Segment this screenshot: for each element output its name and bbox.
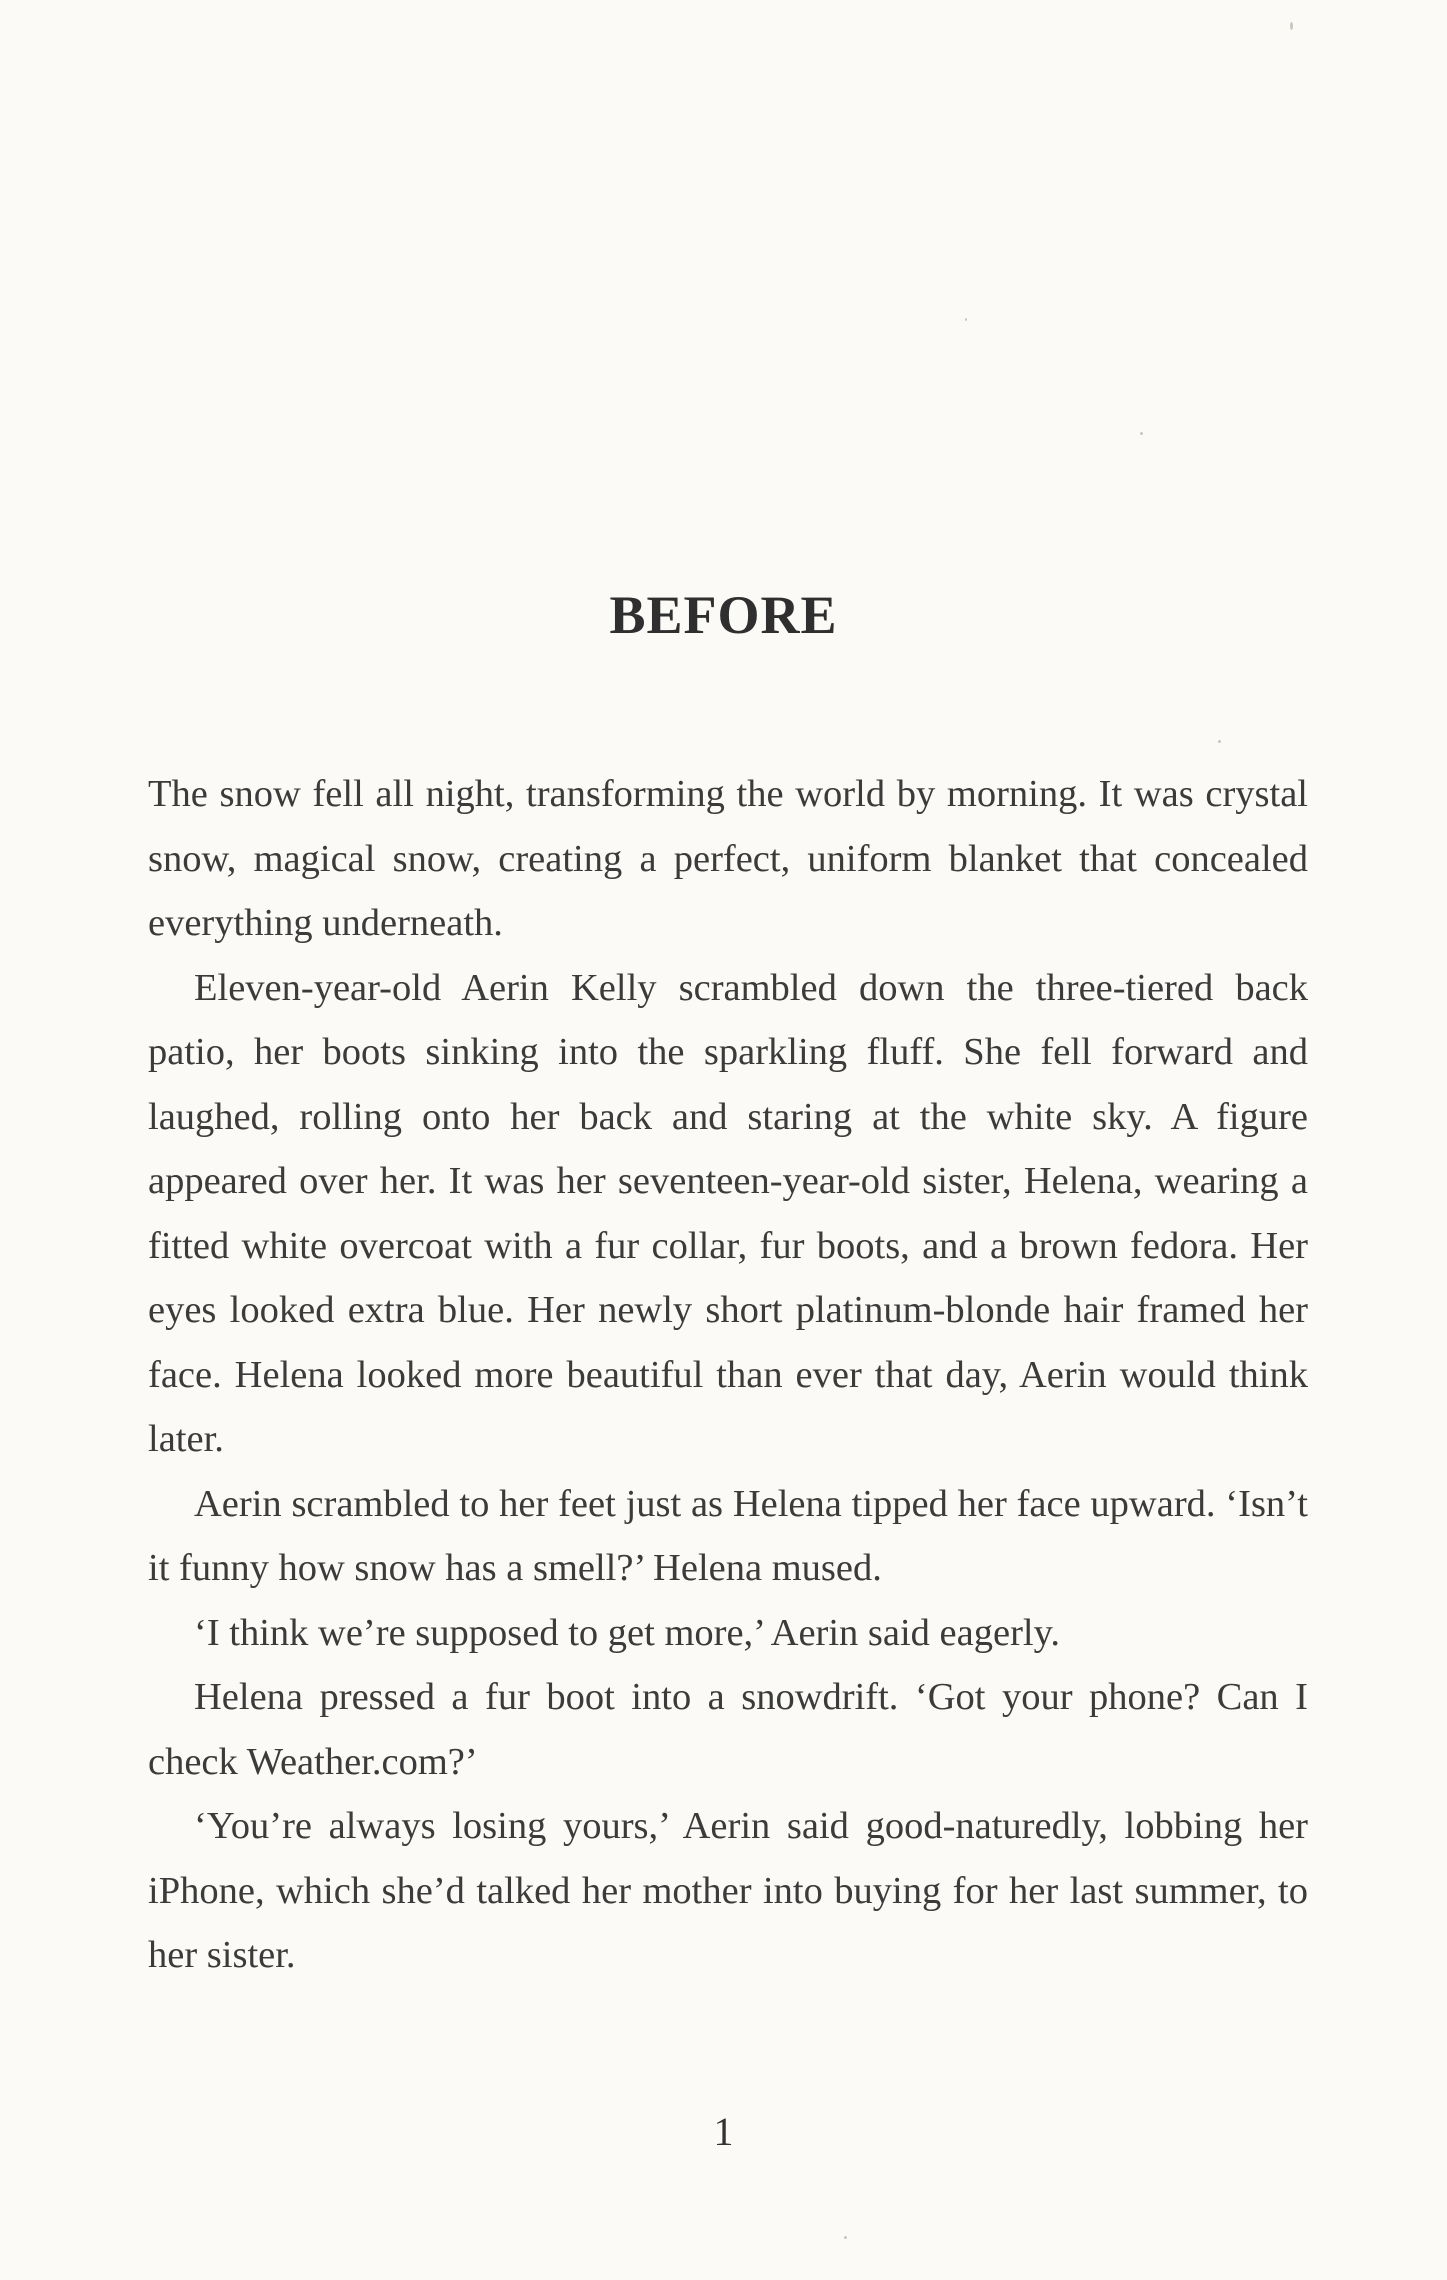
paper-speck [965,318,967,321]
body-text [148,762,1308,1988]
paragraph: Helena pressed a fur boot into a snowdrift. ‘Got your phone? Can I check Weather.com?’ [148,1676,1308,1783]
chapter-title: BEFORE [609,585,838,646]
paper-speck [1290,22,1293,30]
paragraph: ‘I think we’re supposed to get more,’ Aerin said eagerly. [194,1611,1060,1654]
paragraph: Eleven-year-old Aerin Kelly scrambled down the three-tiered back patio, her boots sinking into the sparkling fluff. She fell forward and laughed, rolling onto her back and staring at the white sky. A figure appeared over her. It was her seventeen-year-old sister, Helena, wearing a fitted white overcoat with a fur collar, fur boots, and a brown fedora. Her eyes looked extra blue. Her newly short platinum-blonde hair framed her face. Helena looked more beautiful than ever that day, Aerin would think later. [148,966,1308,1460]
paper-speck [1140,432,1143,435]
paper-speck [1218,740,1221,743]
paragraph: Aerin scrambled to her feet just as Helena tipped her face upward. ‘Isn’t it funny how snow has a smell?’ Helena mused. [148,1482,1308,1589]
paper-speck [844,2236,847,2239]
paragraph: ‘You’re always losing yours,’ Aerin said good-naturedly, lobbing her iPhone, which she’d talked her mother into buying for her last summer, to her sister. [148,1805,1308,1976]
paragraph: The snow fell all night, transforming the world by morning. It was crystal snow, magical snow, creating a perfect, uniform blanket that concealed everything underneath. [148,773,1308,944]
page-number: 1 [713,2109,734,2154]
